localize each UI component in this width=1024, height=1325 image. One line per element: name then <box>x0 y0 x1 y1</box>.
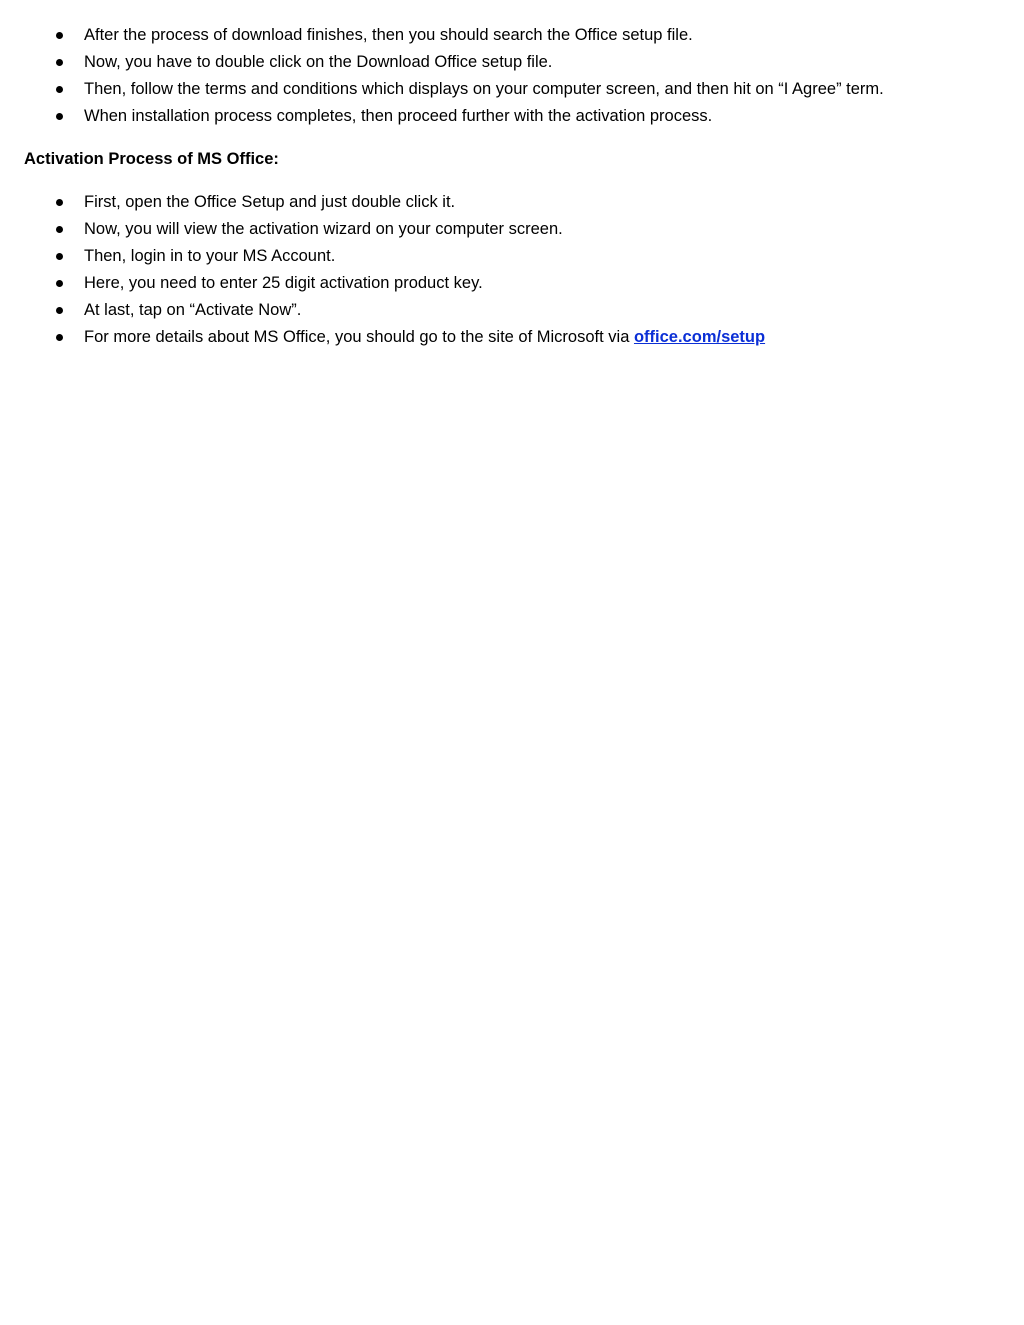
list-item <box>0 324 1000 351</box>
bullet-icon <box>56 226 63 233</box>
list-item-text: Then, follow the terms and conditions which displays on your computer screen, and then hit on “I Agree” term. <box>84 80 884 98</box>
list-item-text: Now, you will view the activation wizard on your computer screen. <box>84 220 563 238</box>
installation-steps-list <box>0 22 1000 130</box>
bullet-icon <box>56 86 63 93</box>
bullet-icon <box>56 59 63 66</box>
list-item-text: Then, login in to your MS Account. <box>84 247 336 265</box>
list-item-text: For more details about MS Office, you should go to the site of Microsoft via <box>84 328 634 346</box>
list-item <box>0 189 1000 216</box>
bullet-icon <box>56 334 63 341</box>
list-item-text: After the process of download finishes, then you should search the Office setup file. <box>84 26 693 44</box>
list-item <box>0 243 1000 270</box>
list-item <box>0 76 1000 103</box>
list-item-text: When installation process completes, then proceed further with the activation process. <box>84 107 713 125</box>
list-item-text: Here, you need to enter 25 digit activation product key. <box>84 274 483 292</box>
list-item <box>0 49 1000 76</box>
bullet-icon <box>56 113 63 120</box>
list-item <box>0 22 1000 49</box>
activation-heading: Activation Process of MS Office: <box>24 150 279 168</box>
bullet-icon <box>56 253 63 260</box>
bullet-icon <box>56 199 63 206</box>
list-item-text: Now, you have to double click on the Download Office setup file. <box>84 53 553 71</box>
list-item <box>0 216 1000 243</box>
list-item <box>0 270 1000 297</box>
bullet-icon <box>56 280 63 287</box>
bullet-icon <box>56 307 63 314</box>
activation-steps-list <box>0 189 1000 351</box>
list-item-text-with-link <box>84 324 765 351</box>
list-item-text: First, open the Office Setup and just double click it. <box>84 193 456 211</box>
office-setup-link[interactable]: office.com/setup <box>633 328 766 346</box>
list-item <box>0 297 1000 324</box>
list-item-text: At last, tap on “Activate Now”. <box>84 301 302 319</box>
list-item <box>0 103 1000 130</box>
bullet-icon <box>56 32 63 39</box>
